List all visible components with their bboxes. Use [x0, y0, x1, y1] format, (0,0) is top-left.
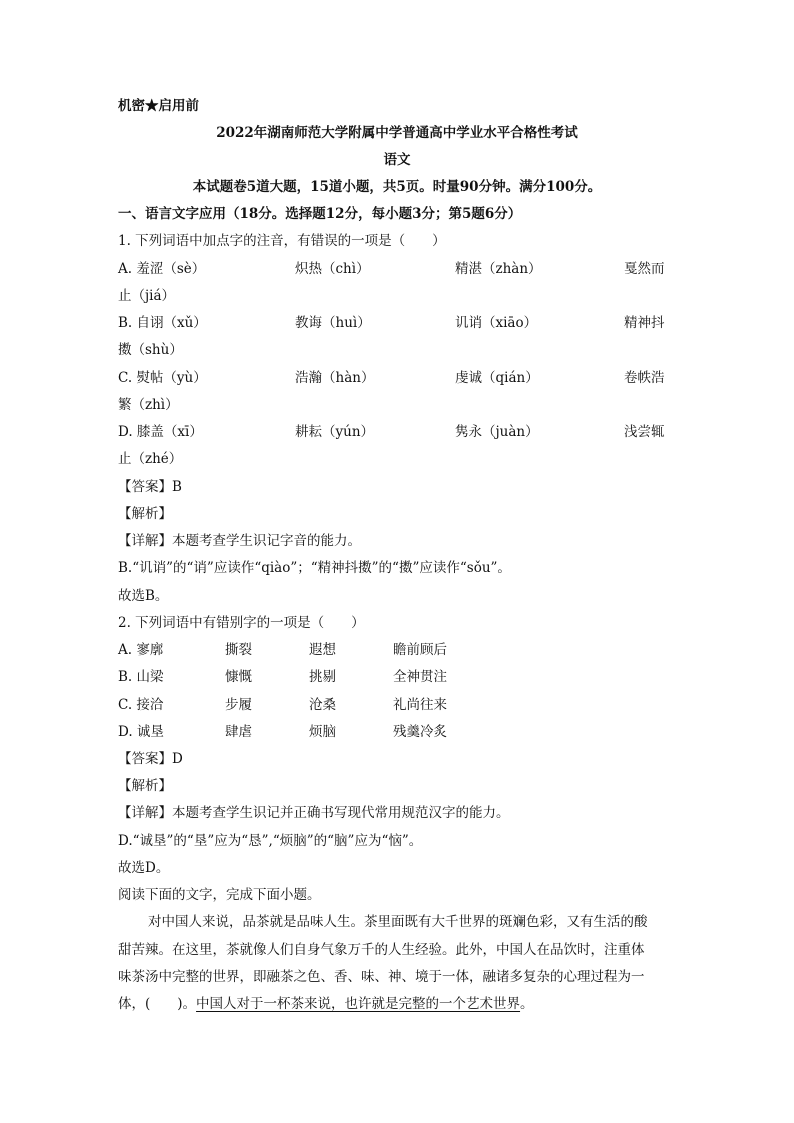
option-cell: C. 熨帖（yù） [118, 370, 207, 386]
option-cell: 浩瀚（hàn） [295, 370, 375, 386]
confidential-label: 机密★启用前 [118, 98, 199, 114]
option-cell: 戛然而 [624, 261, 665, 277]
reading-paragraph-line: 对中国人来说，品茶就是品味人生。茶里面既有大千世界的斑斓色彩，又有生活的酸 [148, 914, 648, 930]
question-2-detail: 【详解】本题考查学生识记并正确书写现代常用规范汉字的能力。 [118, 805, 510, 821]
option-cell: 肆虐 [225, 724, 252, 740]
option-cell: 精神抖 [624, 315, 665, 331]
question-2-analysis-label: 【解析】 [118, 778, 172, 794]
option-cell: B. 山梁 [118, 669, 164, 685]
option-cell: 步履 [225, 697, 252, 713]
question-2-explanation: D.“诚垦”的“垦”应为“恳”,“烦脑”的“脑”应为“恼”。 [118, 833, 423, 849]
option-cell: 精湛（zhàn） [455, 261, 542, 277]
reading-text: 。 [520, 996, 534, 1012]
question-1-analysis-label: 【解析】 [118, 506, 172, 522]
exam-title: 2022年湖南师范大学附属中学普通高中学业水平合格性考试 [216, 125, 578, 141]
option-cell: 隽永（juàn） [455, 424, 539, 440]
question-1-explanation: B.“讥诮”的“诮”应读作“qiào”；“精神抖擞”的“擞”应读作“sǒu”。 [118, 560, 511, 576]
reading-paragraph-line: 甜苦辣。在这里，茶就像人们自身气象万千的人生经验。此外，中国人在品饮时，注重体 [118, 942, 645, 958]
option-cell: 讥诮（xiāo） [455, 315, 538, 331]
option-cell: 残羹冷炙 [393, 724, 447, 740]
question-2-answer: 【答案】D [118, 751, 183, 767]
option-cell: 教诲（huì） [295, 315, 371, 331]
option-cell: 沧桑 [309, 697, 336, 713]
option-continuation: 止（jiá） [118, 288, 176, 304]
underlined-sentence: 中国人对于一杯茶来说，也许就是完整的一个艺术世界 [196, 996, 521, 1012]
section-heading: 一、语言文字应用（18分。选择题12分，每小题3分；第5题6分） [118, 206, 522, 222]
reading-paragraph-line: 味茶汤中完整的世界，即融茶之色、香、味、神、境于一体，融诸多复杂的心理过程为一 [118, 969, 645, 985]
option-cell: D. 诚垦 [118, 724, 164, 740]
option-cell: 挑剔 [309, 669, 336, 685]
option-cell: 烦脑 [309, 724, 336, 740]
question-2-conclusion: 故选D。 [118, 860, 170, 876]
exam-instructions: 本试题卷5道大题，15道小题，共5页。时量90分钟。满分100分。 [192, 179, 602, 195]
option-cell: 礼尚往来 [393, 697, 447, 713]
question-1-detail: 【详解】本题考查学生识记字音的能力。 [118, 533, 361, 549]
option-cell: 撕裂 [225, 642, 252, 658]
option-cell: 遐想 [309, 642, 336, 658]
reading-paragraph-last-line [118, 995, 534, 1013]
option-continuation: 繁（zhì） [118, 397, 179, 413]
option-cell: 炽热（chì） [295, 261, 370, 277]
question-1-conclusion: 故选B。 [118, 588, 169, 604]
option-cell: 耕耘（yún） [295, 424, 375, 440]
reading-text: 体，( )。 [118, 996, 197, 1012]
option-cell: B. 自诩（xǔ） [118, 315, 207, 331]
question-1-stem: 1. 下列词语中加点字的注音，有错误的一项是（ ） [118, 233, 446, 249]
reading-intro: 阅读下面的文字，完成下面小题。 [118, 887, 321, 903]
option-cell: A. 羞涩（sè） [118, 261, 206, 277]
subject-title: 语文 [383, 152, 411, 168]
option-cell: 浅尝辄 [624, 424, 665, 440]
option-cell: C. 接洽 [118, 697, 164, 713]
option-cell: 全神贯注 [393, 669, 447, 685]
option-continuation: 擞（shù） [118, 342, 183, 358]
option-cell: D. 膝盖（xī） [118, 424, 203, 440]
option-cell: 虔诚（qián） [455, 370, 539, 386]
question-2-stem: 2. 下列词语中有错别字的一项是（ ） [118, 615, 365, 631]
option-cell: 卷帙浩 [624, 370, 665, 386]
option-cell: 瞻前顾后 [393, 642, 447, 658]
option-continuation: 止（zhé） [118, 451, 183, 467]
option-cell: 慷慨 [225, 669, 252, 685]
option-cell: A. 寥廓 [118, 642, 164, 658]
question-1-answer: 【答案】B [118, 479, 182, 495]
